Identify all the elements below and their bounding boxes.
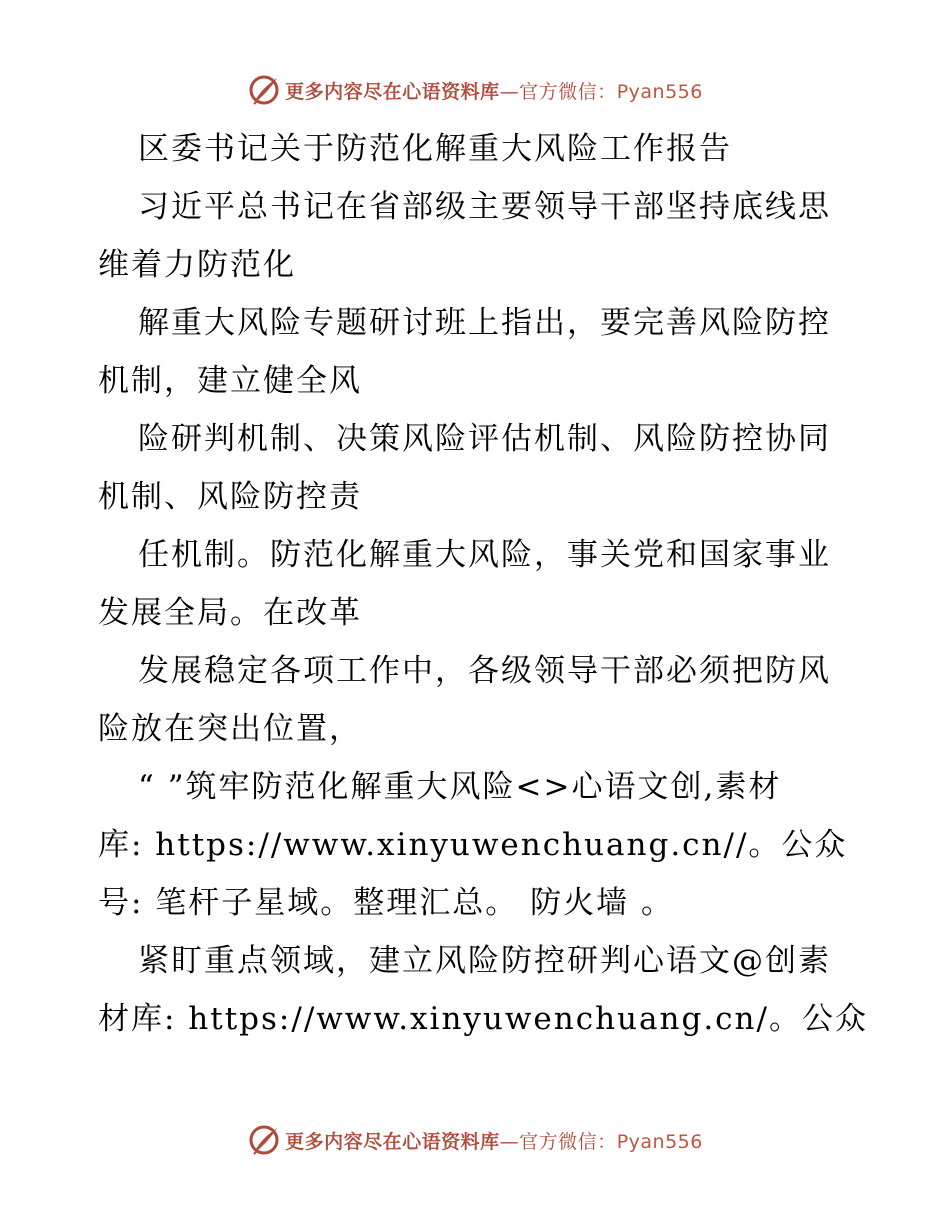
paragraph-line: 解重大风险专题研讨班上指出，要完善风险防控 [138, 305, 831, 341]
paragraph-line: 紧盯重点领域，建立风险防控研判心语文@创素 [138, 943, 831, 979]
watermark-banner-top [0, 70, 950, 110]
watermark-text: 更多内容尽在心语资料库—官方微信：Pyan556 [285, 1130, 703, 1153]
paragraph-line: 发展稳定各项工作中，各级领导干部必须把防风 [138, 653, 831, 689]
paragraph-line: 险放在突出位置， [98, 711, 362, 747]
paragraph-line: 维着力防范化 [98, 247, 296, 283]
paragraph-line: 险研判机制、决策风险评估机制、风险防控协同 [138, 421, 831, 457]
feather-pen-logo-icon [247, 73, 281, 107]
feather-pen-logo-icon [247, 1123, 281, 1157]
paragraph-line: 任机制。防范化解重大风险，事关党和国家事业 [138, 537, 831, 573]
paragraph-line: 材库: https://www.xinyuwenchuang.cn/。公众 [98, 1001, 868, 1037]
paragraph-line: 机制、风险防控责 [98, 479, 362, 515]
paragraph-line: 机制，建立健全风 [98, 363, 362, 399]
document-title: 区委书记关于防范化解重大风险工作报告 [138, 131, 732, 167]
paragraph-line: 发展全局。在改革 [98, 595, 362, 631]
document-body [98, 120, 868, 1048]
paragraph-line: 号: 笔杆子星域。整理汇总。 防火墙 。 [98, 885, 675, 921]
paragraph-line: 库: https://www.xinyuwenchuang.cn//。公众 [98, 827, 848, 863]
watermark-text: 更多内容尽在心语资料库—官方微信：Pyan556 [285, 80, 703, 103]
paragraph-line: “ ”筑牢防范化解重大风险<>心语文创,素材 [138, 769, 782, 805]
paragraph-line: 习近平总书记在省部级主要领导干部坚持底线思 [138, 189, 831, 225]
watermark-banner-bottom [0, 1120, 950, 1160]
